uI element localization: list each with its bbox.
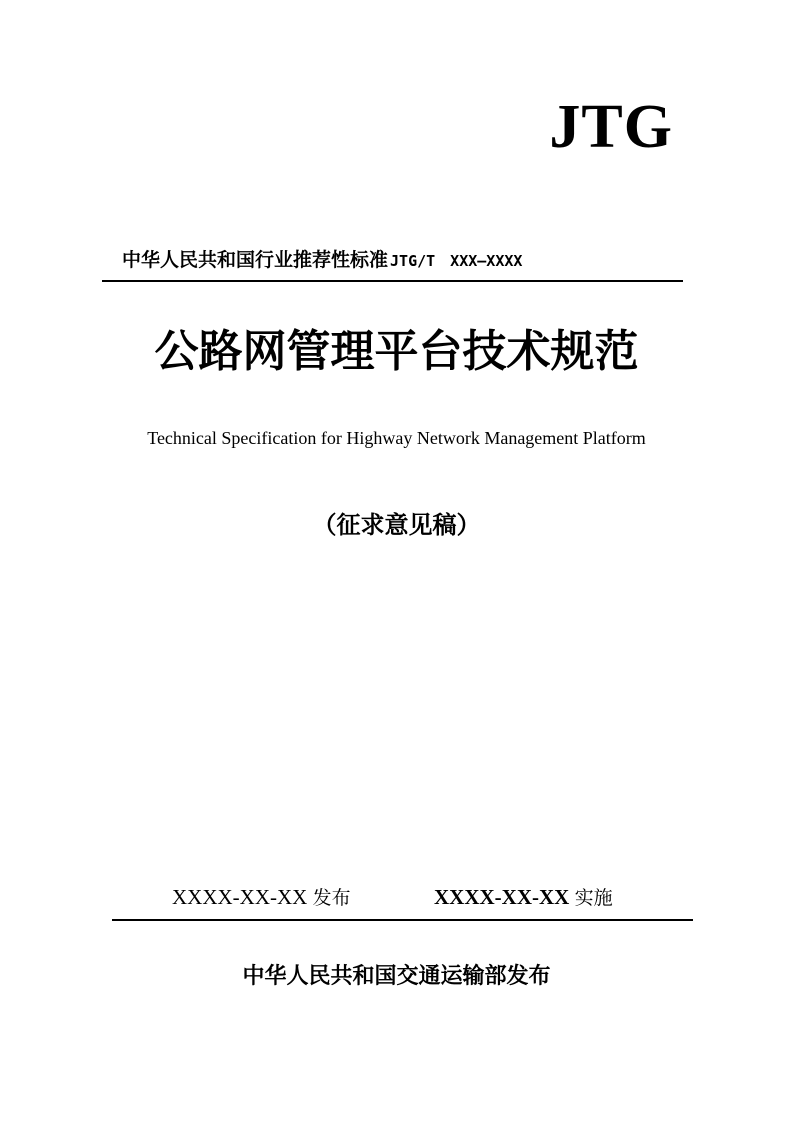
publish-date: XXXX-XX-XX: [172, 885, 308, 909]
bottom-divider: [112, 919, 693, 921]
standard-number: JTG/T XXX—XXXX: [390, 252, 523, 270]
implement-date: XXXX-XX-XX: [434, 885, 570, 909]
top-divider: [102, 280, 683, 282]
dates-line: [172, 884, 613, 911]
publisher: 中华人民共和国交通运输部发布: [242, 964, 551, 989]
draft-label: （征求意见稿）: [312, 511, 481, 539]
publish-label: 发布: [312, 887, 351, 909]
implement-group: [434, 884, 613, 911]
standard-code-logo: JTG: [549, 93, 673, 161]
document-title-chinese: 公路网管理平台技术规范: [154, 326, 639, 377]
standard-category: 中华人民共和国行业推荐性标准: [122, 249, 389, 271]
standard-category-line: [122, 249, 522, 272]
implement-label: 实施: [574, 887, 613, 909]
document-title-english: Technical Specification for Highway Network Management Platform: [147, 428, 646, 448]
